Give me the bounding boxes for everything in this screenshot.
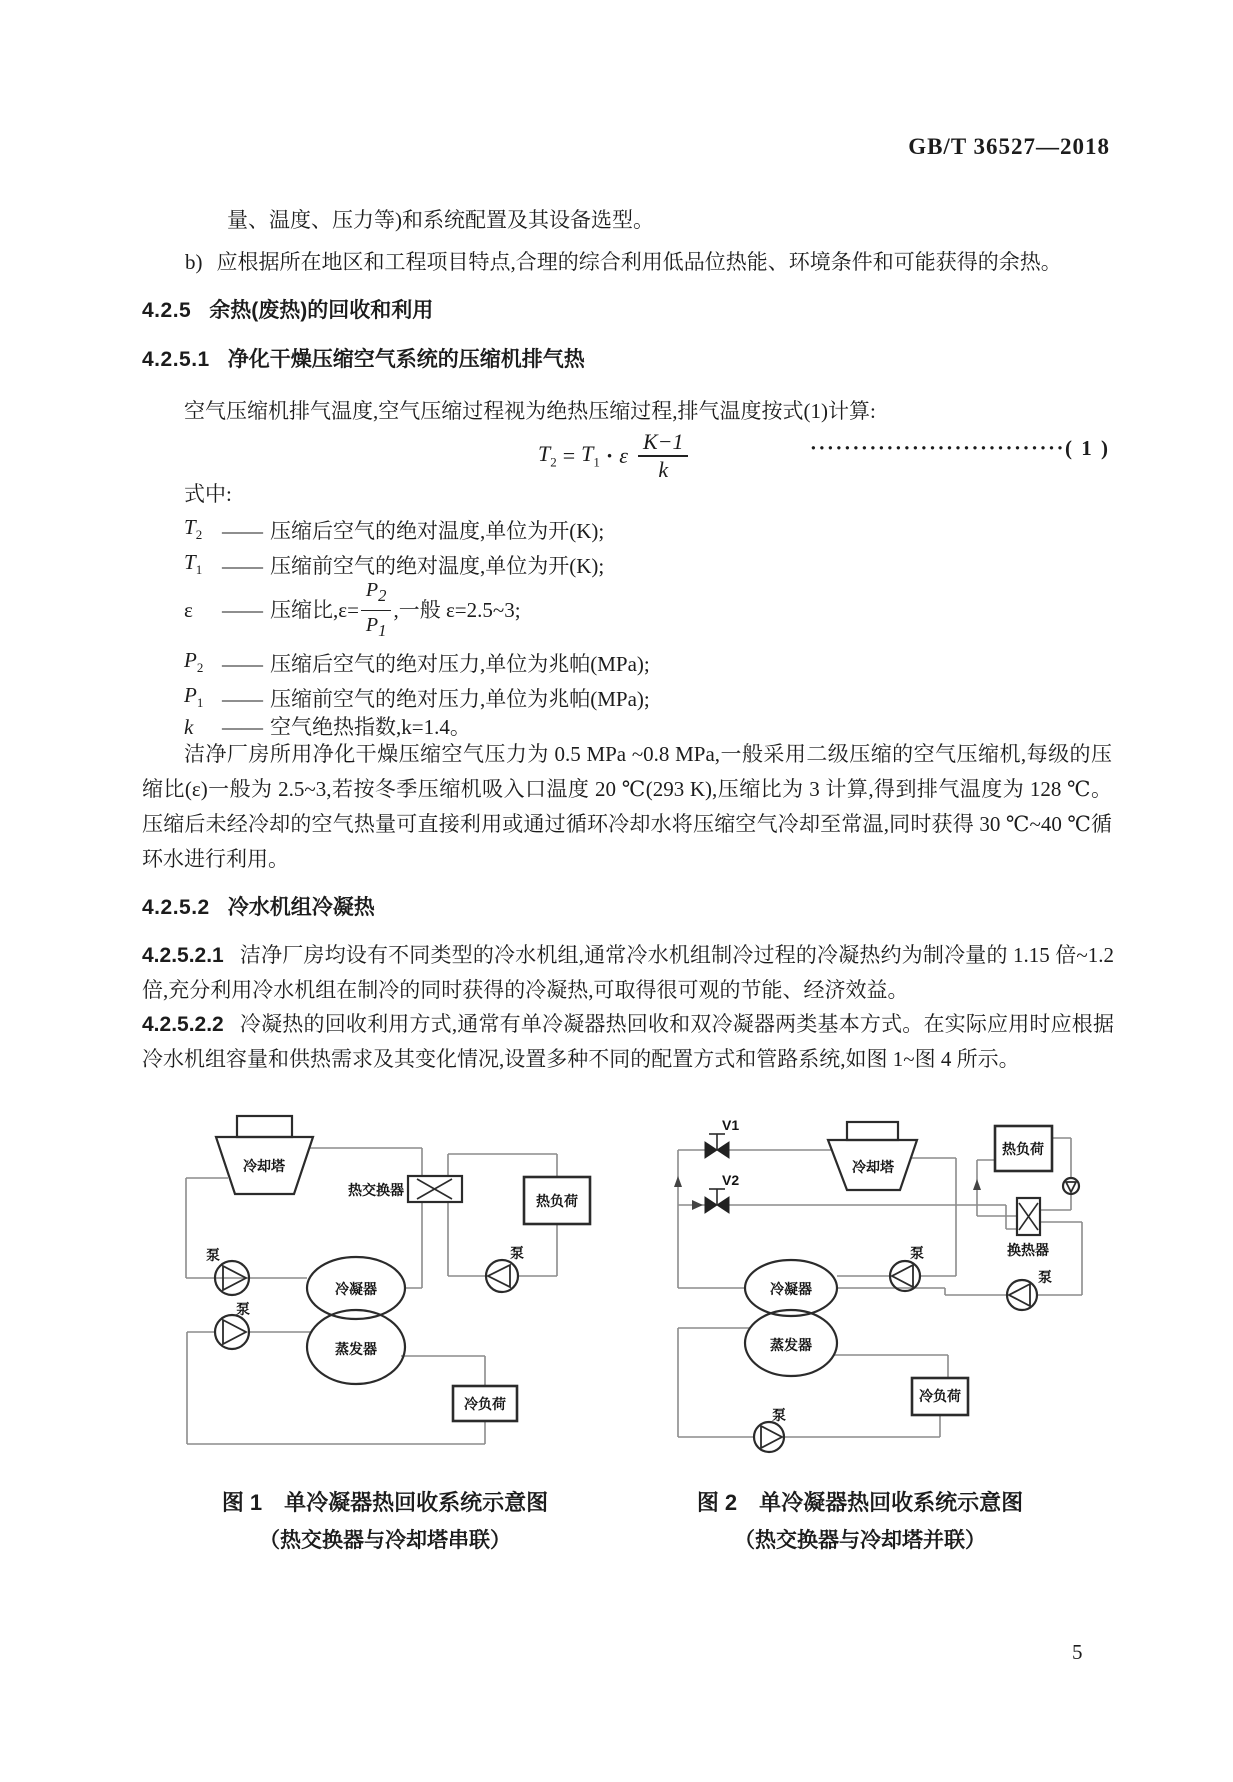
cooling-tower-icon	[828, 1122, 917, 1190]
page-number: 5	[1072, 1640, 1083, 1664]
pump-icon	[1063, 1178, 1079, 1194]
svg-text:泵: 泵	[206, 1249, 220, 1264]
figure-1-subcaption: （热交换器与冷却塔串联）	[259, 1528, 511, 1552]
flow-arrow-icon	[973, 1179, 981, 1190]
cold-load-box	[453, 1386, 517, 1421]
figure-1-caption: 图 1 单冷凝器热回收系统示意图	[221, 1490, 549, 1515]
heading-4-2-5-1: 4.2.5.1 净化干燥压缩空气系统的压缩机排气热	[142, 348, 585, 371]
svg-text:冷却塔: 冷却塔	[243, 1160, 285, 1175]
paragraph-compressed-air: 洁净厂房所用净化干燥压缩空气压力为 0.5 MPa ~0.8 MPa,一般采用二级压缩的空气压缩机,每级的压缩比(ε)一般为 2.5~3,若按冬季压缩机吸入口温度 20 ℃(293 K),压缩比为 3 计算,得到排气温度为 128 ℃。压缩后未经冷却的空气热量可直接利用或通过循环冷却水将压缩空气冷却至常温,同时获得 30 ℃~40 ℃循环水进行利用。	[142, 742, 1112, 871]
valve-v2-icon	[705, 1172, 739, 1213]
svg-text:热负荷: 热负荷	[1002, 1143, 1044, 1158]
svg-text:冷凝器: 冷凝器	[770, 1283, 812, 1298]
svg-text:V1: V1	[722, 1117, 740, 1133]
heat-load-box	[524, 1177, 590, 1224]
pump-icon	[890, 1245, 924, 1291]
pump-icon	[486, 1245, 524, 1292]
figure-2-subcaption: （热交换器与冷却塔并联）	[734, 1528, 986, 1552]
svg-text:蒸发器: 蒸发器	[770, 1339, 812, 1354]
definition-T1: $T_1$ —— 压缩前空气的绝对温度,单位为开(K);	[184, 550, 605, 578]
cold-load-box	[912, 1378, 968, 1415]
figure-2-diagram	[610, 1098, 1110, 1473]
definition-P1: $P_1$ —— 压缩前空气的绝对压力,单位为兆帕(MPa);	[184, 683, 650, 711]
svg-text:泵: 泵	[1038, 1271, 1052, 1286]
cooling-tower-icon	[216, 1116, 313, 1194]
svg-text:V2: V2	[722, 1172, 740, 1188]
svg-text:冷负荷: 冷负荷	[919, 1390, 961, 1405]
heat-exchanger-icon	[408, 1176, 462, 1202]
pump-icon	[754, 1407, 786, 1452]
pump-icon	[215, 1301, 250, 1349]
list-item-b-text: 应根据所在地区和工程项目特点,合理的综合利用低品位热能、环境条件和可能获得的余热。	[216, 250, 1062, 274]
list-item-b	[185, 245, 1062, 279]
pump-icon	[1007, 1269, 1052, 1310]
valve-v1-icon	[705, 1117, 739, 1158]
svg-text:冷凝器: 冷凝器	[335, 1283, 377, 1298]
list-item-b-marker: b)	[185, 250, 203, 274]
definition-k: k —— 空气绝热指数,k=1.4。	[184, 715, 471, 739]
svg-text:泵: 泵	[910, 1247, 924, 1262]
flow-arrow-icon	[692, 1200, 703, 1210]
formula-intro-text: 空气压缩机排气温度,空气压缩过程视为绝热压缩过程,排气温度按式(1)计算:	[184, 399, 876, 423]
heat-load-box	[995, 1126, 1052, 1171]
equation-1	[142, 424, 1110, 488]
figure-1-diagram	[150, 1098, 620, 1473]
flow-arrow-icon	[674, 1176, 682, 1187]
epsilon-fraction: $\frac{P_2}{P_1}$	[361, 577, 392, 644]
figure-2-caption: 图 2 单冷凝器热回收系统示意图	[696, 1490, 1024, 1515]
condenser-icon	[745, 1260, 837, 1316]
evaporator-icon	[307, 1310, 405, 1384]
svg-text:蒸发器: 蒸发器	[335, 1343, 377, 1358]
paragraph-4-2-5-2-2: 4.2.5.2.2 冷凝热的回收利用方式,通常有单冷凝器热回收和双冷凝器两类基本方式。在实际应用时应根据冷水机组容量和供热需求及其变化情况,设置多种不同的配置方式和管路系统,如图 1~图 4 所示。	[142, 1012, 1114, 1071]
heading-4-2-5: 4.2.5 余热(废热)的回收和利用	[142, 299, 434, 322]
svg-text:泵: 泵	[510, 1247, 524, 1262]
svg-text:换热器: 换热器	[1007, 1244, 1049, 1259]
where-label: 式中:	[184, 482, 232, 506]
heat-exchanger-label: 热交换器	[348, 1184, 404, 1199]
pump-icon	[206, 1247, 249, 1295]
svg-text:冷却塔: 冷却塔	[852, 1161, 894, 1176]
equation-1-leader: ······························( 1 )	[809, 436, 1110, 460]
standard-number: GB/T 36527—2018	[908, 134, 1110, 159]
svg-text:泵: 泵	[236, 1303, 250, 1318]
svg-text:泵: 泵	[772, 1409, 786, 1424]
svg-text:冷负荷: 冷负荷	[464, 1398, 506, 1413]
svg-text:热负荷: 热负荷	[536, 1195, 578, 1210]
exponent-fraction: $\frac{K-1}{k}$	[638, 430, 689, 482]
definition-T2: $T_2$ —— 压缩后空气的绝对温度,单位为开(K);	[184, 515, 605, 543]
definition-epsilon: ε —— 压缩比,ε= $\frac{P_2}{P_1}$ ,一般 ε=2.5~3;	[184, 582, 521, 638]
equation-1-expression: $T_2$ = $T_1$ · ε $\frac{K-1}{k}$	[538, 430, 688, 482]
heading-4-2-5-2: 4.2.5.2 冷水机组冷凝热	[142, 896, 375, 919]
definition-P2: $P_2$ —— 压缩后空气的绝对压力,单位为兆帕(MPa);	[184, 648, 650, 676]
paragraph-continuation: 量、温度、压力等)和系统配置及其设备选型。	[227, 208, 654, 232]
evaporator-icon	[745, 1310, 837, 1376]
paragraph-4-2-5-2-1: 4.2.5.2.1 洁净厂房均设有不同类型的冷水机组,通常冷水机组制冷过程的冷凝热约为制冷量的 1.15 倍~1.2 倍,充分利用冷水机组在制冷的同时获得的冷凝热,可取得很可观的节能、经济效益。	[142, 943, 1114, 1002]
